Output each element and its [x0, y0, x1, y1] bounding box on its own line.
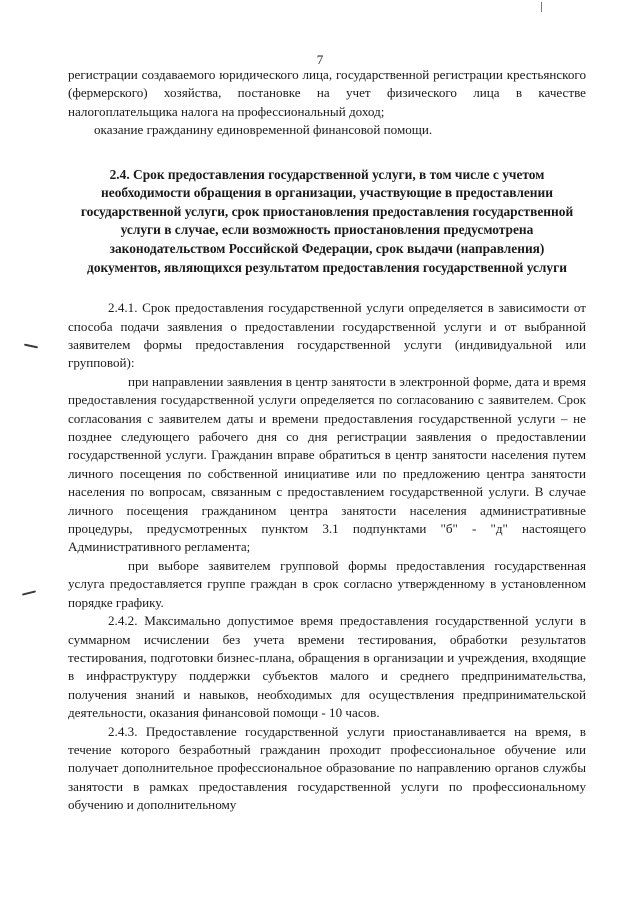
paragraph-2-4-3: 2.4.3. Предоставление государственной услуги приостанавливается на время, в течение которого безработный гражданин проходит профессиональное обучение или получает дополнительное профессиональное образование по направлению органов службы занятости в рамках предоставления государственной услуги по профессиональному обучению и дополнительному	[68, 723, 586, 813]
margin-mark	[22, 590, 36, 595]
paragraph-group-form: при выборе заявителем групповой формы предоставления государственная услуга предоставляется группе граждан в срок согласно утвержденному в установленном порядке графику.	[68, 557, 586, 610]
paragraph-electronic-form: при направлении заявления в центр занятости в электронной форме, дата и время предоставления государственной услуги определяется по согласованию с заявителем. Срок согласования с заявителем даты и времени предоставления государственной услуги – не позднее следующего рабочего дня со дня регистрации заявления о предоставлении государственной услуги. Гражданин вправе обратиться в центр занятости населения путем личного посещения по собственной инициативе или по предложению центра занятости населения по вопросам, связанным с предоставлением государственной услуги. В случае личного посещения гражданином центра занятости населения административные процедуры, предусмотренных пунктом 3.1 подпунктами "б" - "д" настоящего Административного регламента;	[68, 373, 586, 555]
scan-artifact-top	[541, 2, 542, 12]
paragraph-2-4-1: 2.4.1. Срок предоставления государственной услуги определяется в зависимости от способа подачи заявления о предоставлении государственной услуги и от выбранной заявителем формы предоставления государственной услуги (индивидуальной или групповой):	[68, 300, 586, 371]
document-body	[68, 66, 586, 815]
margin-mark	[24, 344, 38, 349]
paragraph-continuation: регистрации создаваемого юридического лица, государственной регистрации крестьянского (фермерского) хозяйства, постановке на учет физического лица в качестве налогоплательщика налога на профессиональный доход;	[68, 67, 586, 119]
paragraph-financial-aid: оказание гражданину единовременной финансовой помощи.	[94, 122, 433, 138]
section-heading-2-4: 2.4. Срок предоставления государственной услуги, в том числе с учетом необходимости обращения в организации, участвующие в предоставлении государственной услуги, срок приостановления предоставления государственной услуги в случае, если возможность приостановления предусмотрена законодательством Российской Федерации, срок выдачи (направления) документов, являющихся результатом предоставления государственной услуги	[80, 166, 574, 275]
paragraph-2-4-2: 2.4.2. Максимально допустимое время предоставления государственной услуги в суммарном исчислении без учета времени тестирования, обработки результатов тестирования, подготовки бизнес-плана, обращения в организации и учреждения, входящие в инфраструктуру поддержки субъектов малого и среднего предпринимательства, получения знаний и навыков, необходимых для осуществления предпринимательской деятельности, оказания финансовой помощи - 10 часов.	[68, 613, 586, 721]
page-number: 7	[316, 52, 324, 67]
